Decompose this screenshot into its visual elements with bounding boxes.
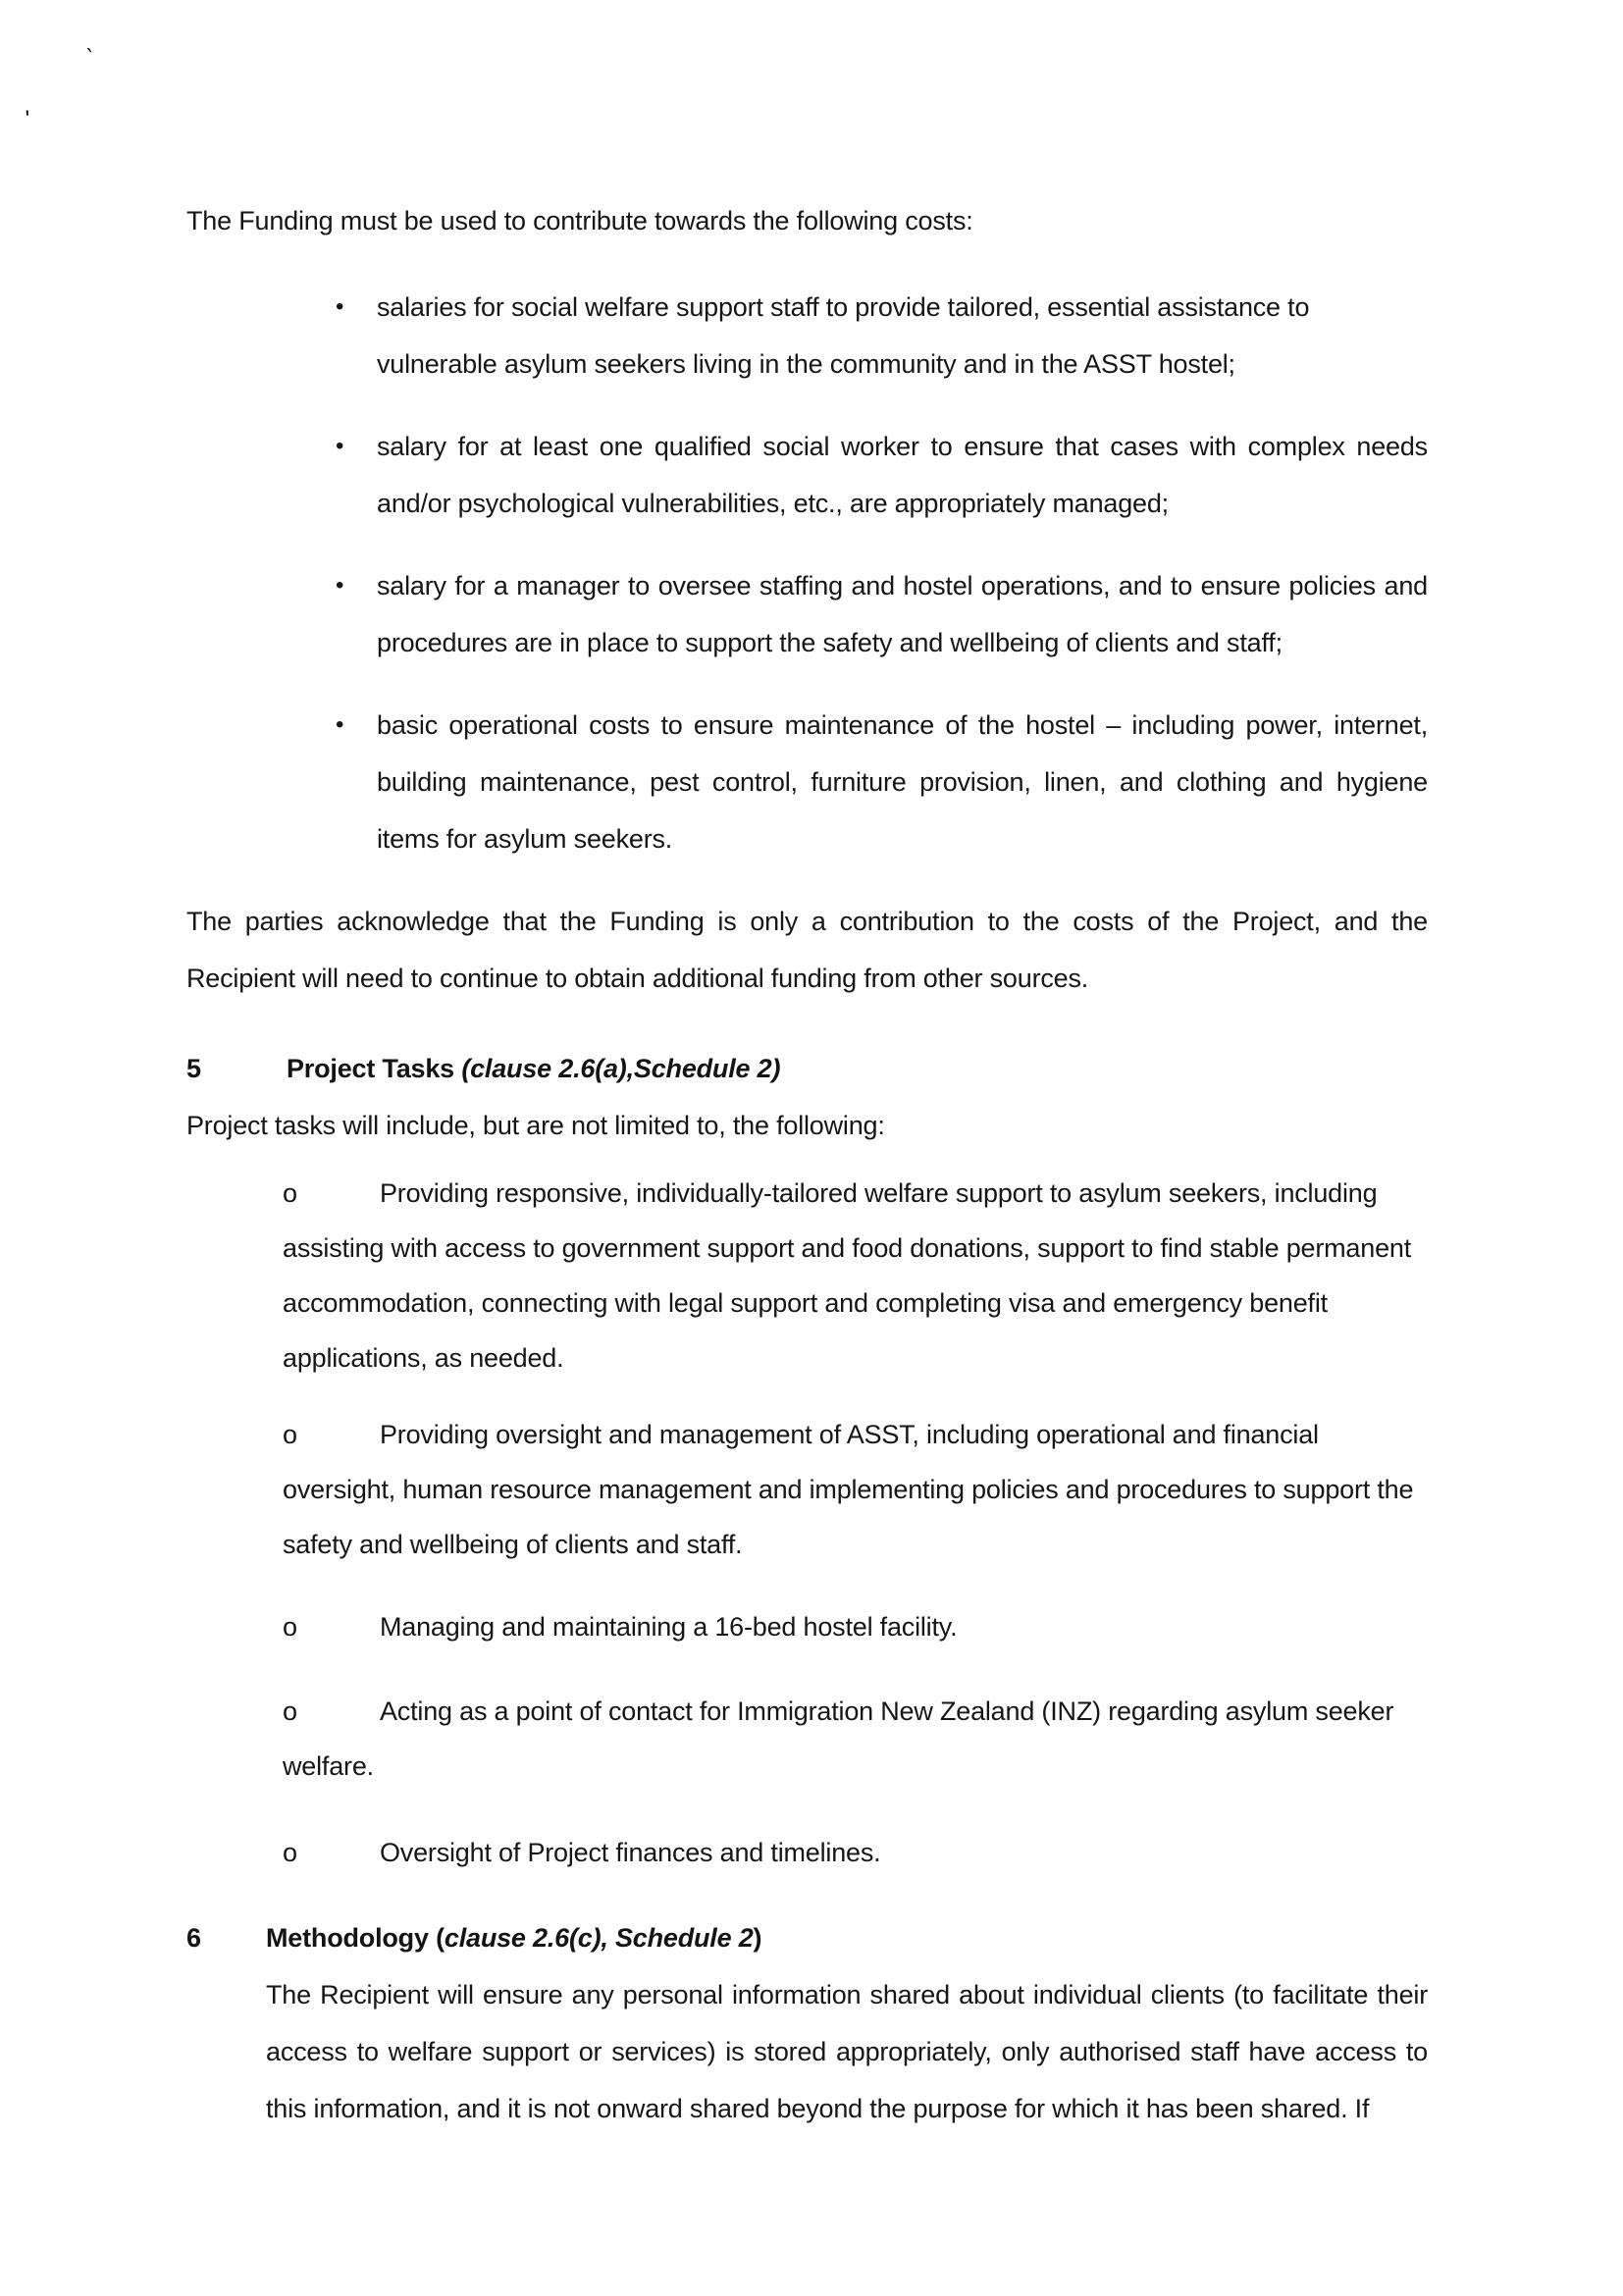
list-item-text: Acting as a point of contact for Immigration New Zealand (INZ) regarding asylum seeker welfare.: [283, 1696, 1394, 1781]
list-item: [283, 1166, 1428, 1385]
circle-bullet-marker: o: [283, 1612, 297, 1642]
list-item-text: salary for at least one qualified social worker to ensure that cases with complex needs and/or psychological vulnerabilities, etc., are appropriately managed;: [377, 432, 1428, 518]
circle-bullet-marker: o: [283, 1178, 297, 1208]
section-title: Methodology: [266, 1923, 429, 1953]
scan-speck-mark: `: [82, 44, 94, 73]
scan-speck-mark: ': [25, 105, 31, 133]
bullet-marker: •: [336, 293, 344, 320]
list-item-text: Providing responsive, individually-tailored welfare support to asylum seekers, including assisting with access to government support and food donations, support to find stable permanent accommodation, connecting with legal support and completing visa and emergency benefit applications, as needed.: [283, 1178, 1412, 1373]
funding-intro-paragraph: The Funding must be used to contribute towards the following costs:: [186, 206, 973, 235]
list-item: [186, 418, 1428, 532]
circle-bullet-marker: o: [283, 1420, 297, 1449]
section-title: Project Tasks: [287, 1054, 454, 1083]
contribution-paragraph: The parties acknowledge that the Funding is only a contribution to the costs of the Project, and the Recipient will need to continue to obtain additional funding from other sources.: [186, 907, 1428, 993]
bullet-marker: •: [336, 711, 344, 738]
list-item: [186, 557, 1428, 671]
list-item: [186, 279, 1428, 392]
section-6-heading: [186, 1909, 1428, 1966]
list-item: [283, 1825, 1428, 1880]
section-number: 5: [186, 1054, 201, 1083]
circle-bullet-marker: o: [283, 1696, 297, 1726]
list-item-text: basic operational costs to ensure maintenance of the hostel – including power, internet, building maintenance, pest control, furniture provision, linen, and clothing and hygiene items for asylum seekers.: [377, 710, 1428, 854]
list-item: [283, 1407, 1428, 1572]
list-item: [186, 697, 1428, 867]
section-clause-open-paren: (: [436, 1923, 445, 1953]
list-item: [283, 1599, 1428, 1654]
list-item-text: salaries for social welfare support staff to provide tailored, essential assistance to vulnerable asylum seekers living in the community and in the ASST hostel;: [377, 292, 1310, 379]
funding-costs-list: [186, 279, 1428, 867]
list-item-text: Providing oversight and management of ASST, including operational and financial oversight, human resource management and implementing policies and procedures to support the safety and wellbeing of clients and staff.: [283, 1420, 1414, 1559]
list-item-text: salary for a manager to oversee staffing and hostel operations, and to ensure policies and procedures are in place to support the safety and wellbeing of clients and staff;: [377, 571, 1428, 657]
section-number: 6: [186, 1923, 201, 1953]
circle-bullet-marker: o: [283, 1838, 297, 1867]
section-5-heading: [186, 1040, 1428, 1097]
list-item-text: Managing and maintaining a 16-bed hostel facility.: [380, 1612, 958, 1642]
bullet-marker: •: [336, 572, 344, 599]
project-tasks-list: [283, 1166, 1428, 1880]
section-clause-close-paren: ): [753, 1923, 762, 1953]
project-tasks-lead-paragraph: Project tasks will include, but are not limited to, the following:: [186, 1111, 885, 1140]
methodology-paragraph: The Recipient will ensure any personal information shared about individual clients (to facilitate their access to welfare support or services) is stored appropriately, only authorised staff have access to this information, and it is not onward shared beyond the purpose for which it has been shared. If: [266, 1980, 1428, 2123]
section-clause-reference: (clause 2.6(a),Schedule 2): [461, 1054, 781, 1083]
list-item: [283, 1684, 1428, 1794]
bullet-marker: •: [336, 433, 344, 459]
list-item-text: Oversight of Project finances and timelines.: [380, 1838, 881, 1867]
section-clause-reference: clause 2.6(c), Schedule 2: [444, 1923, 754, 1953]
